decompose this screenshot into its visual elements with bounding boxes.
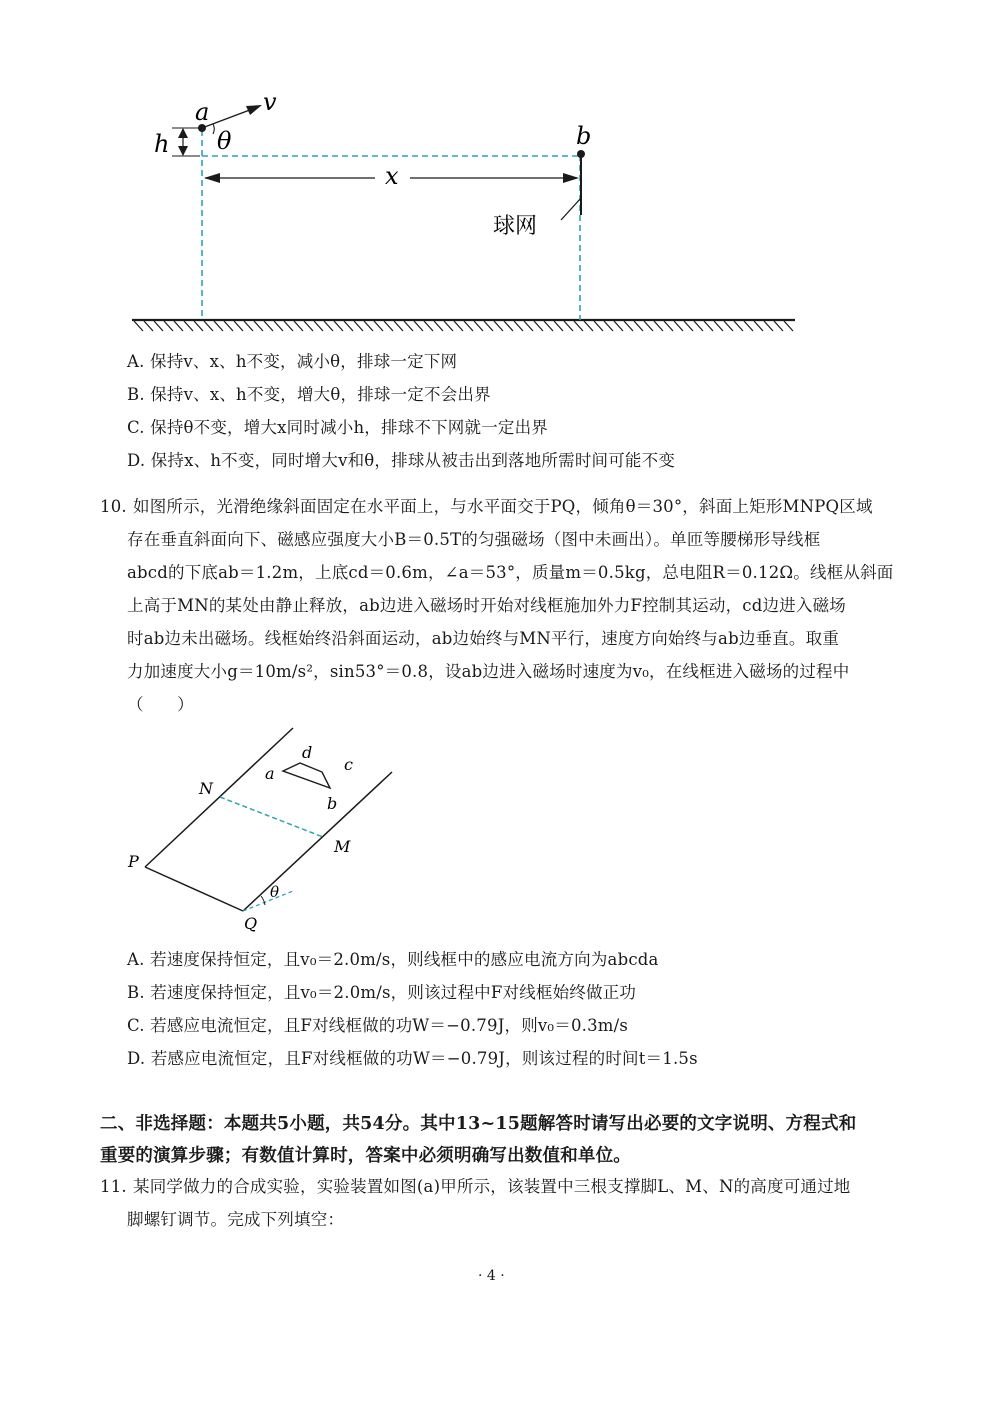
q11-line-2: 脚螺钉调节。完成下列填空： (127, 1210, 345, 1229)
q10-line-3: abcd的下底ab＝1.2m，上底cd＝0.6m，∠a＝53°，质量m＝0.5kg，总电阻R＝0.12Ω。线框从斜面 (127, 563, 894, 582)
q11-line-1: 某同学做力的合成实验，实验装置如图(a)甲所示，该装置中三根支撑脚L、M、N的高度可通过地 (133, 1177, 851, 1196)
label-fig2-b: b (327, 794, 338, 813)
label-b: b (576, 122, 592, 150)
q10-line-1: 如图所示，光滑绝缘斜面固定在水平面上，与水平面交于PQ，倾角θ＝30°，斜面上矩形MNPQ区域 (133, 497, 873, 516)
q11-number: 11. (100, 1177, 127, 1196)
q9-option-b: B. 保持v、x、h不变，增大θ，排球一定不会出界 (127, 385, 491, 404)
q10-number: 10. (100, 497, 127, 516)
q10-option-b: B. 若速度保持恒定，且v₀＝2.0m/s，则该过程中F对线框始终做正功 (127, 983, 637, 1002)
label-N: N (199, 779, 213, 798)
q9-option-d: D. 保持x、h不变，同时增大v和θ，排球从被击出到落地所需时间可能不变 (127, 451, 676, 470)
label-M: M (334, 837, 351, 856)
label-net: 球网 (493, 214, 538, 239)
label-v: v (263, 90, 277, 116)
q10-option-c: C. 若感应电流恒定，且F对线框做的功W＝−0.79J，则v₀＝0.3m/s (127, 1016, 629, 1035)
label-Q: Q (244, 914, 258, 933)
q10-option-a: A. 若速度保持恒定，且v₀＝2.0m/s，则线框中的感应电流方向为abcda (127, 950, 659, 969)
section2-line-2: 重要的演算步骤；有数值计算时，答案中必须明确写出数值和单位。 (100, 1146, 631, 1166)
q10-line-6: 力加速度大小g＝10m/s²，sin53°＝0.8，设ab边进入磁场时速度为v₀，在线框进入磁场的过程中 (127, 662, 850, 681)
label-fig2-c: c (344, 755, 353, 774)
page-number: · 4 · (478, 1268, 505, 1284)
label-theta: θ (217, 127, 232, 155)
section2-line-1: 二、非选择题：本题共5小题，共54分。其中13~15题解答时请写出必要的文字说明、方程式和 (100, 1114, 857, 1134)
label-P: P (128, 852, 139, 871)
label-h: h (154, 130, 170, 158)
q10-line-2: 存在垂直斜面向下、磁感应强度大小B＝0.5T的匀强磁场（图中未画出）。单匝等腰梯形导线框 (127, 530, 821, 549)
incline-figure (120, 725, 410, 935)
q10-line-4: 上高于MN的某处由静止释放，ab边进入磁场时开始对线框施加外力F控制其运动，cd边进入磁场 (127, 596, 846, 615)
label-fig2-a: a (265, 764, 275, 783)
volleyball-figure (120, 90, 810, 340)
q10-option-d: D. 若感应电流恒定，且F对线框做的功W＝−0.79J，则该过程的时间t＝1.5s (127, 1049, 698, 1068)
label-x: x (385, 162, 399, 190)
q10-line-5: 时ab边未出磁场。线框始终沿斜面运动，ab边始终与MN平行，速度方向始终与ab边垂直。取重 (127, 629, 840, 648)
label-fig2-d: d (302, 743, 313, 762)
q10-line-7: （ ） (127, 695, 194, 714)
q9-option-c: C. 保持θ不变，增大x同时减小h，排球不下网就一定出界 (127, 418, 548, 437)
label-fig2-theta: θ (270, 883, 280, 901)
q9-option-a: A. 保持v、x、h不变，减小θ，排球一定下网 (127, 352, 458, 371)
label-a: a (195, 98, 210, 126)
